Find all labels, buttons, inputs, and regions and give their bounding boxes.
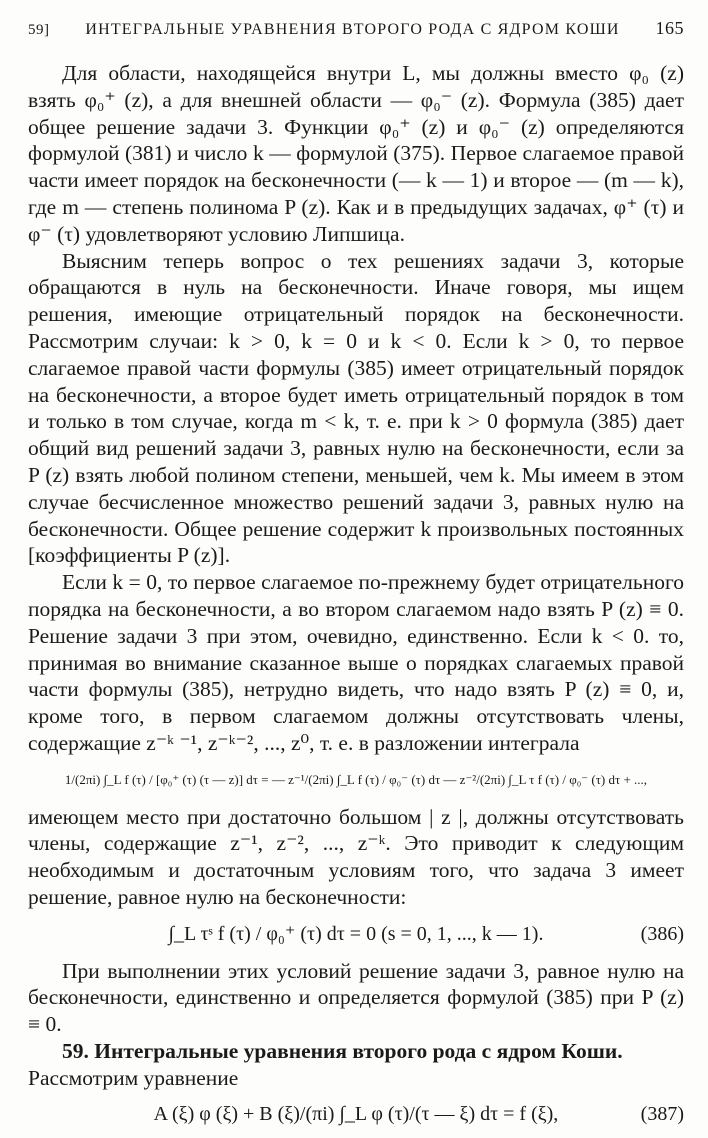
running-title: ИНТЕГРАЛЬНЫЕ УРАВНЕНИЯ ВТОРОГО РОДА С ЯДРОМ КОШИ bbox=[85, 21, 620, 38]
equation-386-number: (386) bbox=[640, 922, 684, 945]
section-ref: 59] bbox=[28, 22, 50, 38]
equation-386-text: ∫_L τˢ f (τ) / φ₀⁺ (τ) dτ = 0 (s = 0, 1, ..., k — 1). bbox=[168, 922, 544, 945]
equation-387 bbox=[28, 1101, 684, 1128]
page-body bbox=[28, 60, 684, 1138]
paragraph-2: Выясним теперь вопрос о тех решениях задачи 3, которые обращаются в нуль на бесконечности. Иначе говоря, мы ищем решения, имеющие отрицательный порядок на бесконечности. Рассмотрим случаи: k > 0, k = 0 и k < 0. Если k > 0, то первое слагаемое правой части формулы (385) имеет отрицательный порядок на бесконечности, а второе будет иметь отрицательный порядок в том и только в том случае, когда m < k, т. е. при k > 0 формула (385) дает общий вид решений задачи 3, равных нулю на бесконечности, если за P (z) взять любой полином степени, меньшей, чем k. Мы имеем в этом случае бесчисленное множество решений задачи 3, равных нулю на бесконечности. Общее решение содержит k произвольных постоянных [коэффициенты P (z)]. bbox=[28, 248, 684, 568]
equation-386 bbox=[28, 921, 684, 948]
running-head bbox=[28, 18, 684, 39]
equation-expansion bbox=[28, 767, 684, 794]
section-59-intro: Рассмотрим уравнение bbox=[28, 1065, 239, 1090]
equation-387-text: A (ξ) φ (ξ) + B (ξ)/(πi) ∫_L φ (τ)/(τ — ξ) dτ = f (ξ), bbox=[153, 1103, 559, 1126]
paragraph-1: Для области, находящейся внутри L, мы должны вместо φ₀ (z) взять φ₀⁺ (z), а для внешней области — φ₀⁻ (z). Формула (385) дает общее решение задачи 3. Функции φ₀⁺ (z) и φ₀⁻ (z) определяются формулой (381) и число k — формулой (375). Первое слагаемое правой части имеет порядок на бесконечности (— k — 1) и второе — (m — k), где m — степень полинома P (z). Как и в предыдущих задачах, φ⁺ (τ) и φ⁻ (τ) удовлетворяют условию Липшица. bbox=[28, 61, 684, 246]
section-59-paragraph bbox=[28, 1038, 684, 1065]
paragraph-3: Если k = 0, то первое слагаемое по-прежнему будет отрицательного порядка на бесконечности, а во втором слагаемом надо взять P (z) ≡ 0. Решение задачи 3 при этом, очевидно, единственно. Если k < 0. то, принимая во внимание сказанное выше о порядках слагаемых правой части формулы (385), нетрудно видеть, что надо взять P (z) ≡ 0, и, кроме того, в первом слагаемом должны отсутствовать члены, содержащие z⁻ᵏ ⁻¹, z⁻ᵏ⁻², ..., z⁰, т. е. в разложении интеграла bbox=[28, 570, 684, 755]
paragraph-5: При выполнении этих условий решение задачи 3, равное нулю на бесконечности, единственно и определяется формулой (385) при P (z) ≡ 0. bbox=[28, 958, 684, 1037]
paragraph-4: имеющем место при достаточно большом | z |, должны отсутствовать члены, содержащие z⁻¹, z⁻², ..., z⁻ᵏ. Это приводит к следующим необходимым и достаточным условиям того, что задача 3 имеет решение, равное нулю на бесконечности: bbox=[28, 804, 684, 909]
section-heading: 59. Интегральные уравнения второго рода с ядром Коши. bbox=[62, 1038, 623, 1063]
equation-387-number: (387) bbox=[640, 1103, 684, 1126]
equation-expansion-text: 1/(2πi) ∫_L f (τ) / [φ₀⁺ (τ) (τ — z)] dτ = — z⁻¹/(2πi) ∫_L f (τ) / φ₀⁻ (τ) dτ — z⁻²/(2πi) ∫_L τ f (τ) / φ₀⁻ (τ) dτ + ..., bbox=[64, 771, 648, 787]
page-number: 165 bbox=[655, 18, 684, 38]
